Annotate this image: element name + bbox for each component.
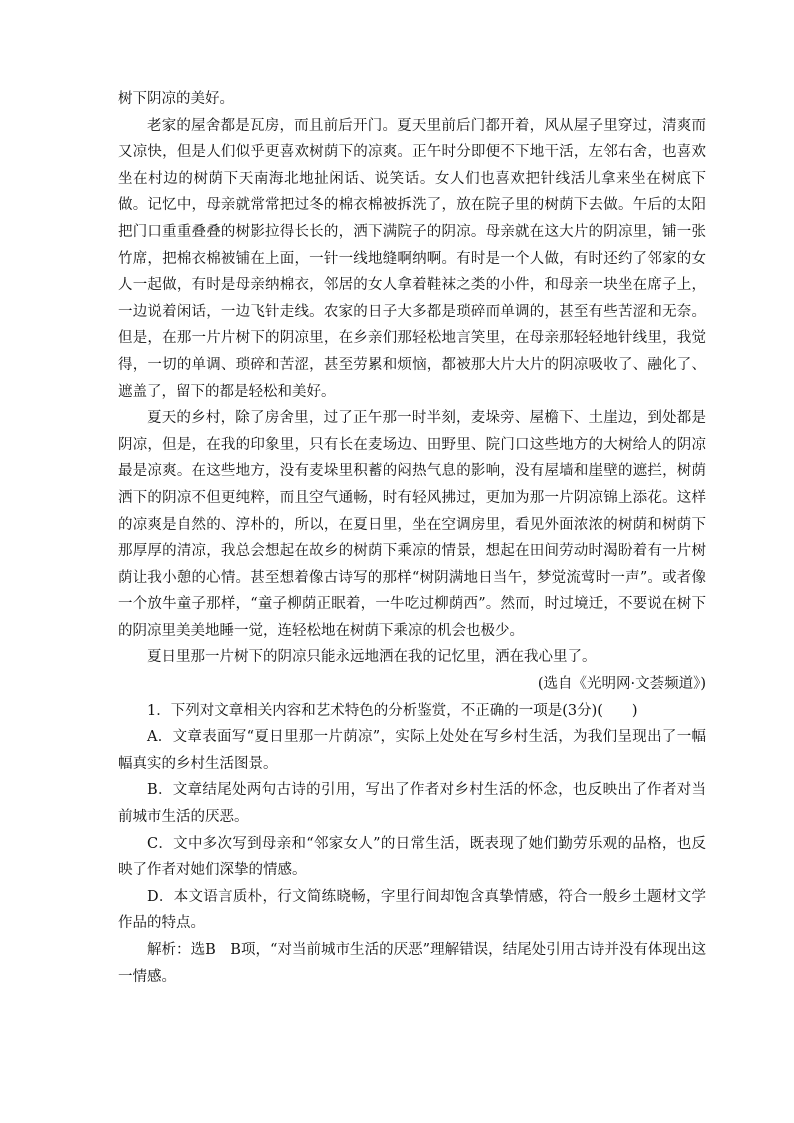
option-a: A．文章表面写“夏日里那一片荫凉”，实际上处处在写乡村生活，为我们呈现出了一幅幅真实的乡村生活图景。 xyxy=(118,729,706,772)
option-b: B．文章结尾处两句古诗的引用，写出了作者对乡村生活的怀念，也反映出了作者对当前城市生活的厌恶。 xyxy=(118,782,706,826)
article-paragraph-3: 夏天的乡村，除了房舍里，过了正午那一时半刻，麦垛旁、屋檐下、土崖边，到处都是阴凉，但是，在我的印象里，只有长在麦场边、田野里、院门口这些地方的大树给人的阴凉最是凉爽。在这些地方，没有麦垛里积蓄的闷热气息的影响，没有屋墙和崖壁的遮拦，树荫洒下的阴凉不但更纯粹，而且空气通畅，时有轻风拂过，更加为那一片阴凉锦上添花。这样的凉爽是自然的、淳朴的，所以，在夏日里，坐在空调房里，看见外面浓浓的树荫和树荫下那厚厚的清凉，我总会想起在故乡的树荫下乘凉的情景，想起在田间劳动时渴盼着有一片树荫让我小憩的心情。甚至想着像古诗写的那样“树阴满地日当午，梦觉流莺时一声”。或者像一个放牛童子那样，“童子柳荫正眠着，一牛吃过柳荫西”。然而，时过境迁，不要说在树下的阴凉里美美地睡一觉，连轻松地在树荫下乘凉的机会也极少。 xyxy=(118,410,706,639)
option-c: C．文中多次写到母亲和“邻家女人”的日常生活，既表现了她们勤劳乐观的品格，也反映了作者对她们深挚的情感。 xyxy=(118,835,706,879)
article-paragraph-2: 老家的屋舍都是瓦房，而且前后开门。夏天里前后门都开着，风从屋子里穿过，清爽而又凉快，但是人们似乎更喜欢树荫下的凉爽。正午时分即便不下地干活，左邻右舍，也喜欢坐在村边的树荫下天南海北地扯闲话、说笑话。女人们也喜欢把针线活儿拿来坐在树底下做。记忆中，母亲就常常把过冬的棉衣棉被拆洗了，放在院子里的树荫下去做。午后的太阳把门口重重叠叠的树影拉得长长的，洒下满院子的阴凉。母亲就在这大片的阴凉里，铺一张竹席，把棉衣棉被铺在上面，一针一线地缝啊纳啊。有时是一个人做，有时还约了邻家的女人一起做，有时是母亲纳棉衣，邻居的女人拿着鞋袜之类的小件，和母亲一块坐在席子上，一边说着闲话，一边飞针走线。农家的日子大多都是琐碎而单调的，甚至有些苦涩和无奈。但是，在那一片片树下的阴凉里，在乡亲们那轻松地言笑里，在母亲那轻轻地针线里，我觉得，一切的单调、琐碎和苦涩，甚至劳累和烦恼，都被那大片大片的阴凉吸收了、融化了、遮盖了，留下的都是轻松和美好。 xyxy=(118,117,706,400)
question-stem: 1．下列对文章相关内容和艺术特色的分析鉴赏，不正确的一项是(3分)( ) xyxy=(147,702,638,719)
article-paragraph-1: 树下阴凉的美好。 xyxy=(118,91,234,107)
article-paragraph-4: 夏日里那一片树下的阴凉只能永远地洒在我的记忆里，洒在我心里了。 xyxy=(147,649,597,666)
option-d: D．本文语言质朴，行文简练晓畅，字里行间却饱含真挚情感，符合一般乡土题材文学作品的特点。 xyxy=(118,888,706,932)
article-source: (选自《光明网·文荟频道》) xyxy=(537,676,706,693)
answer-analysis: 解析：选B B项，“对当前城市生活的厌恶”理解错误，结尾处引用古诗并没有体现出这一情感。 xyxy=(118,942,706,985)
